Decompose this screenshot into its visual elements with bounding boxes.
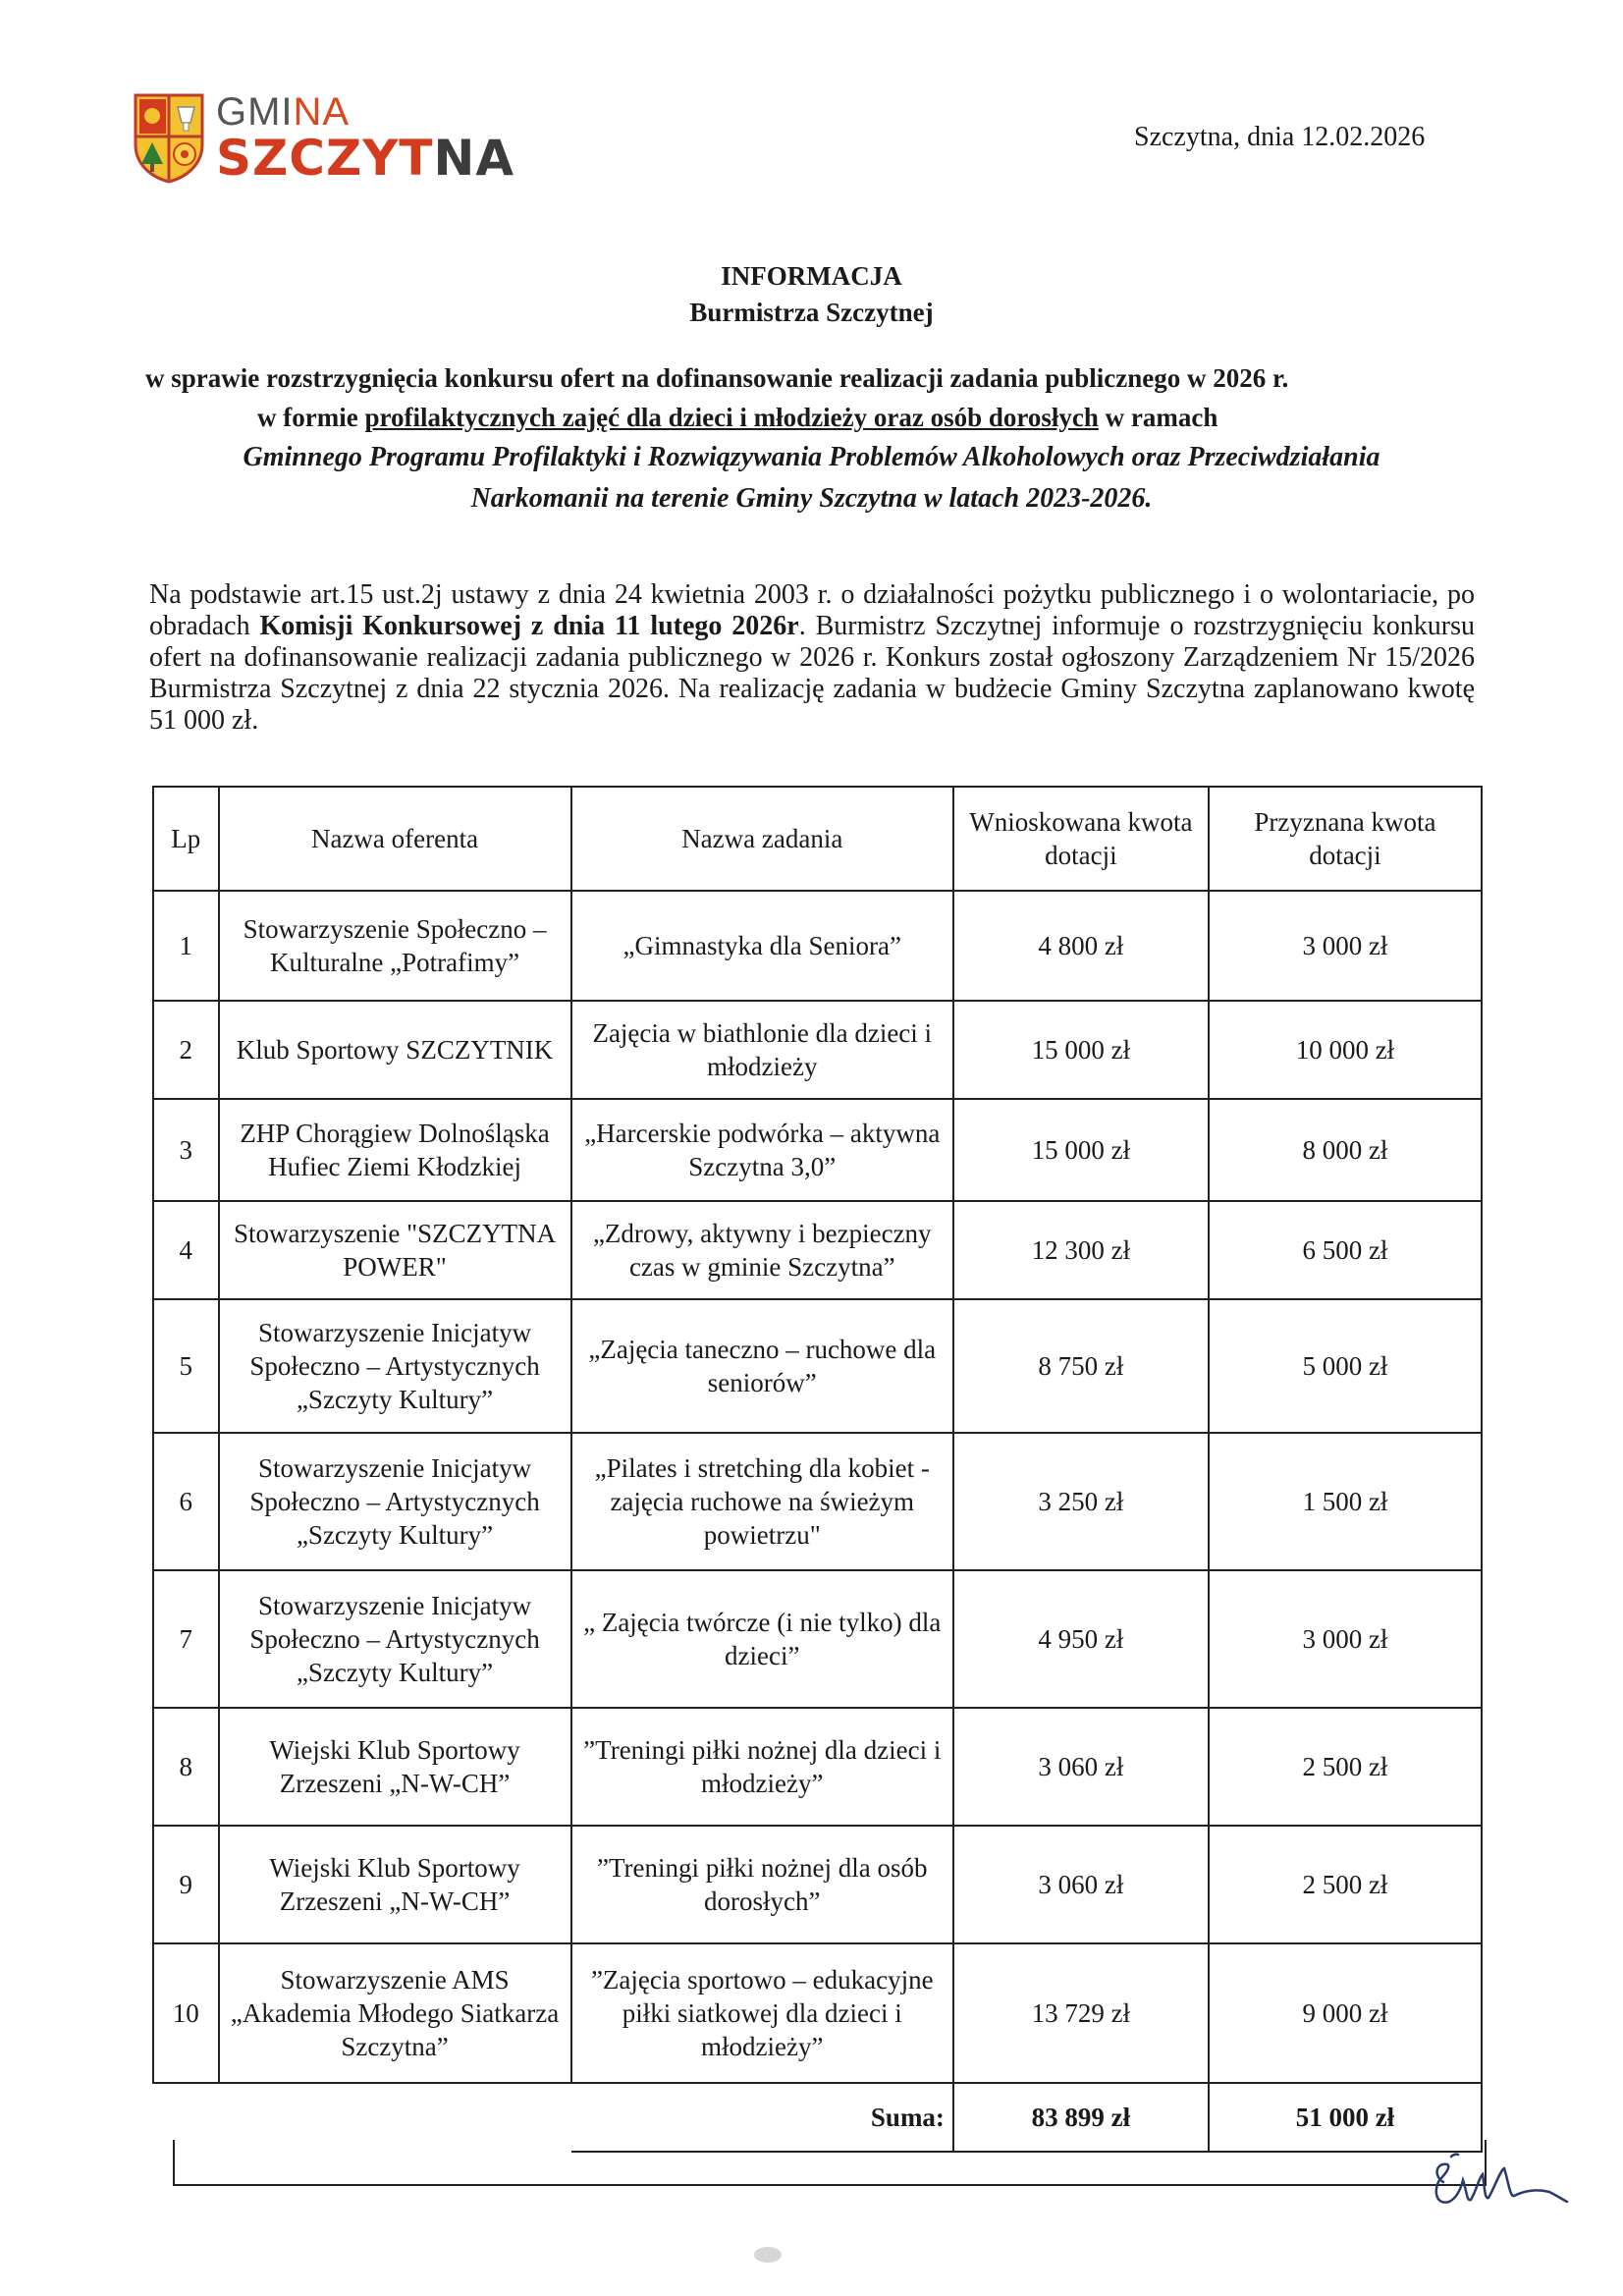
cell-wnioskowana: 4 800 zł <box>953 891 1209 1001</box>
cell-lp: 4 <box>153 1201 219 1299</box>
header-zadanie: Nazwa zadania <box>571 787 953 891</box>
cell-przyznana: 2 500 zł <box>1209 1708 1482 1826</box>
subject-line-2: w formie profilaktycznych zajęć dla dzieci i młodzieży oraz osób dorosłych w ramach <box>257 403 1218 432</box>
logo-line-1: GMINA <box>216 90 351 134</box>
header-przyznana: Przyznana kwota dotacji <box>1209 787 1482 891</box>
document-date: Szczytna, dnia 12.02.2026 <box>1134 122 1426 152</box>
cell-zadanie: ”Treningi piłki nożnej dla dzieci i młodzieży” <box>571 1708 953 1826</box>
cell-lp: 8 <box>153 1708 219 1826</box>
header-wnioskowana: Wnioskowana kwota dotacji <box>953 787 1209 891</box>
program-line-2: Narkomanii na terenie Gminy Szczytna w latach 2023-2026. <box>470 483 1153 514</box>
table-row <box>153 1299 1482 1433</box>
cell-przyznana: 5 000 zł <box>1209 1299 1482 1433</box>
cell-wnioskowana: 15 000 zł <box>953 1099 1209 1201</box>
cell-przyznana: 10 000 zł <box>1209 1001 1482 1099</box>
signature <box>1424 2141 1571 2219</box>
cell-oferent: Wiejski Klub Sportowy Zrzeszeni „N-W-CH” <box>219 1708 571 1826</box>
cell-wnioskowana: 12 300 zł <box>953 1201 1209 1299</box>
cell-lp: 5 <box>153 1299 219 1433</box>
cell-lp: 6 <box>153 1433 219 1570</box>
cell-lp: 3 <box>153 1099 219 1201</box>
table-row <box>153 1943 1482 2083</box>
cell-wnioskowana: 3 060 zł <box>953 1826 1209 1943</box>
table-header-row <box>153 787 1482 891</box>
document-title: INFORMACJA <box>721 261 902 291</box>
coat-of-arms-icon <box>134 93 204 184</box>
cell-lp: 10 <box>153 1943 219 2083</box>
cell-zadanie: Zajęcia w biathlonie dla dzieci i młodzieży <box>571 1001 953 1099</box>
cell-oferent: Stowarzyszenie "SZCZYTNA POWER" <box>219 1201 571 1299</box>
cell-lp: 9 <box>153 1826 219 1943</box>
table-row <box>153 891 1482 1001</box>
cell-lp: 1 <box>153 891 219 1001</box>
cell-przyznana: 1 500 zł <box>1209 1433 1482 1570</box>
cell-zadanie: „Harcerskie podwórka – aktywna Szczytna 3,0” <box>571 1099 953 1201</box>
sum-przyznana: 51 000 zł <box>1209 2083 1482 2152</box>
cell-zadanie: ”Zajęcia sportowo – edukacyjne piłki siatkowej dla dzieci i młodzieży” <box>571 1943 953 2083</box>
table-row <box>153 1099 1482 1201</box>
cell-oferent: Stowarzyszenie Inicjatyw Społeczno – Artystycznych „Szczyty Kultury” <box>219 1433 571 1570</box>
cell-oferent: Klub Sportowy SZCZYTNIK <box>219 1001 571 1099</box>
cell-wnioskowana: 13 729 zł <box>953 1943 1209 2083</box>
document-subtitle: Burmistrza Szczytnej <box>689 298 934 327</box>
cell-wnioskowana: 4 950 zł <box>953 1570 1209 1708</box>
grants-table <box>152 786 1483 2153</box>
cell-przyznana: 8 000 zł <box>1209 1099 1482 1201</box>
subject-line-1: w sprawie rozstrzygnięcia konkursu ofert na dofinansowanie realizacji zadania publicznego w 2026 r. <box>145 363 1289 393</box>
table-row <box>153 1433 1482 1570</box>
header-lp: Lp <box>153 787 219 891</box>
cell-lp: 7 <box>153 1570 219 1708</box>
cell-przyznana: 3 000 zł <box>1209 891 1482 1001</box>
cell-przyznana: 2 500 zł <box>1209 1826 1482 1943</box>
table-row <box>153 1826 1482 1943</box>
cell-zadanie: „ Zajęcia twórcze (i nie tylko) dla dzieci” <box>571 1570 953 1708</box>
table-row <box>153 1570 1482 1708</box>
cell-lp: 2 <box>153 1001 219 1099</box>
logo-line-2: SZCZYTNA <box>216 130 515 187</box>
body-paragraph: Na podstawie art.15 ust.2j ustawy z dnia 24 kwietnia 2003 r. o działalności pożytku publicznego i o wolontariacie, po obradach Komisji Konkursowej z dnia 11 lutego 2026r. Burmistrz Szczytnej informuje o rozstrzygnięciu konkursu ofert na dofinansowanie realizacji zadania publicznego w 2026 r. Konkurs został ogłoszony Zarządzeniem Nr 15/2026 Burmistrza Szczytnej z dnia 22 stycznia 2026. Na realizację zadania w budżecie Gminy Szczytna zaplanowano kwotę 51 000 zł. <box>149 579 1476 736</box>
cell-oferent: ZHP Chorągiew Dolnośląska Hufiec Ziemi Kłodzkiej <box>219 1099 571 1201</box>
cell-zadanie: „Zajęcia taneczno – ruchowe dla seniorów” <box>571 1299 953 1433</box>
table-row <box>153 1201 1482 1299</box>
logo <box>134 88 556 191</box>
cell-wnioskowana: 3 060 zł <box>953 1708 1209 1826</box>
scan-artifact <box>754 2247 782 2263</box>
cell-oferent: Wiejski Klub Sportowy Zrzeszeni „N-W-CH” <box>219 1826 571 1943</box>
table-tail-frame <box>173 2140 1487 2186</box>
subject-underlined: profilaktycznych zajęć dla dzieci i młodzieży oraz osób dorosłych <box>364 403 1099 432</box>
cell-zadanie: „Gimnastyka dla Seniora” <box>571 891 953 1001</box>
commission-date: Komisji Konkursowej z dnia 11 lutego 2026r <box>259 611 799 641</box>
sum-label: Suma: <box>571 2083 953 2152</box>
cell-przyznana: 3 000 zł <box>1209 1570 1482 1708</box>
cell-oferent: Stowarzyszenie AMS „Akademia Młodego Siatkarza Szczytna” <box>219 1943 571 2083</box>
header-oferent: Nazwa oferenta <box>219 787 571 891</box>
cell-przyznana: 6 500 zł <box>1209 1201 1482 1299</box>
table-row <box>153 1001 1482 1099</box>
cell-zadanie: „Pilates i stretching dla kobiet - zajęcia ruchowe na świeżym powietrzu" <box>571 1433 953 1570</box>
cell-wnioskowana: 15 000 zł <box>953 1001 1209 1099</box>
cell-przyznana: 9 000 zł <box>1209 1943 1482 2083</box>
table-row <box>153 1708 1482 1826</box>
cell-wnioskowana: 3 250 zł <box>953 1433 1209 1570</box>
cell-wnioskowana: 8 750 zł <box>953 1299 1209 1433</box>
cell-zadanie: „Zdrowy, aktywny i bezpieczny czas w gminie Szczytna” <box>571 1201 953 1299</box>
cell-oferent: Stowarzyszenie Społeczno – Kulturalne „Potrafimy” <box>219 891 571 1001</box>
sum-wnioskowana: 83 899 zł <box>953 2083 1209 2152</box>
cell-oferent: Stowarzyszenie Inicjatyw Społeczno – Artystycznych „Szczyty Kultury” <box>219 1570 571 1708</box>
program-line-1: Gminnego Programu Profilaktyki i Rozwiązywania Problemów Alkoholowych oraz Przeciwdziałania <box>243 442 1380 472</box>
cell-zadanie: ”Treningi piłki nożnej dla osób dorosłych” <box>571 1826 953 1943</box>
cell-oferent: Stowarzyszenie Inicjatyw Społeczno – Artystycznych „Szczyty Kultury” <box>219 1299 571 1433</box>
